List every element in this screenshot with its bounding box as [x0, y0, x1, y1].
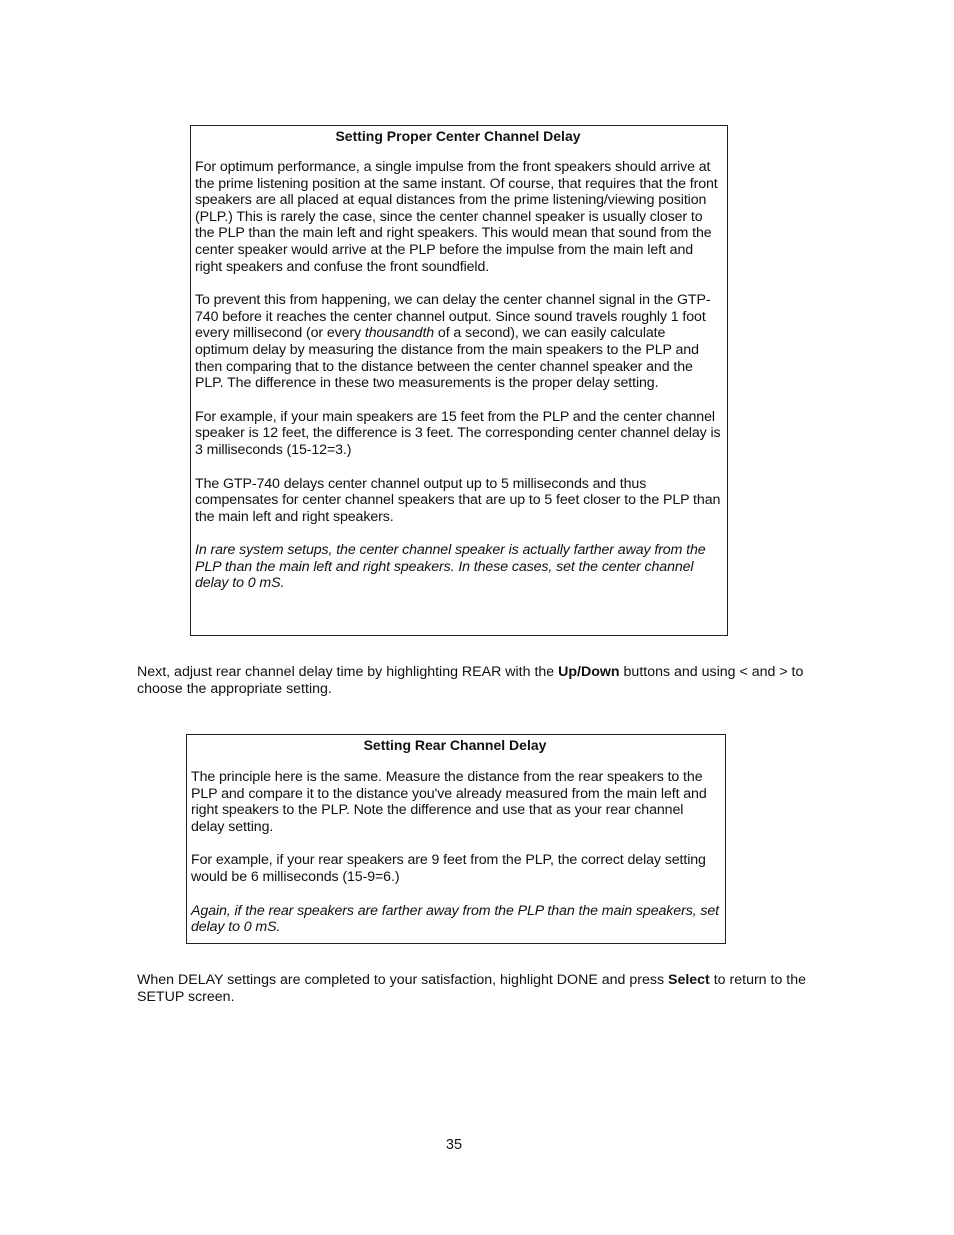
done-instruction-a: When DELAY settings are completed to your satisfaction, highlight DONE and press — [137, 972, 668, 988]
delay-range-paragraph: The GTP-740 delays center channel output up to 5 milliseconds and thus compensates for center channel speakers that are up to 5 feet closer to the PLP than the main left and right speakers. — [195, 475, 721, 525]
rear-example-paragraph: For example, if your rear speakers are 9 feet from the PLP, the correct delay setting would be 6 milliseconds (15-9=6.) — [191, 852, 706, 885]
page-number: 35 — [445, 1137, 463, 1153]
impulse-paragraph: For optimum performance, a single impulse from the front speakers should arrive at the prime listening position at the same instant. Of course, that requires that the front speakers are all placed at equal distances from the prime listening/viewing position (PLP.) This is rarely the case, since the center channel speaker is usually closer to the PLP than the main left and right speakers. This would mean that sound from the center speaker would arrive at the PLP before the impulse from the main left and right speakers and confuse the front soundfield. — [195, 159, 718, 275]
rear-principle-paragraph: The principle here is the same. Measure the distance from the rear speakers to the PLP and compare it to the distance you've already measured from the main left and right speakers to the PLP. Note the difference and use that as your rear channel delay setting. — [191, 769, 707, 835]
prevent-emphasis: thousandth — [364, 325, 435, 342]
center-farther-note: In rare system setups, the center channel speaker is actually farther away from the PLP than the main left and right speakers. In these cases, set the center channel delay to 0 mS. — [195, 542, 706, 592]
rear-farther-note: Again, if the rear speakers are farther away from the PLP than the main speakers, set delay to 0 mS. — [191, 902, 720, 936]
rear-delay-instruction — [137, 664, 837, 698]
select-label: Select — [667, 972, 710, 988]
rear-channel-delay-title: Setting Rear Channel Delay — [363, 737, 547, 753]
prevent-paragraph — [195, 292, 721, 392]
delay-done-instruction — [137, 972, 837, 1006]
up-down-label: Up/Down — [558, 664, 620, 680]
prevent-text-a: To prevent this from happening, we can delay the center channel signal in the GTP-740 before it reaches the center channel output. Since sound travels roughly 1 foot every millisecond (or every — [195, 292, 711, 342]
center-example-paragraph: For example, if your main speakers are 15 feet from the PLP and the center channel speaker is 12 feet, the difference is 3 feet. The corresponding center channel delay is 3 milliseconds (15-12=3.) — [195, 408, 721, 458]
center-channel-delay-title: Setting Proper Center Channel Delay — [335, 128, 581, 144]
rear-instruction-a: Next, adjust rear channel delay time by highlighting REAR with the — [137, 664, 559, 680]
done-instruction-c: to return to the SETUP screen. — [137, 972, 807, 1005]
prevent-text-b: of a second), we can easily calculate optimum delay by measuring the distance from the main speakers to the PLP and then comparing that to the distance between the center channel speaker and the PLP. The difference in these two measurements is the proper delay setting. — [195, 325, 699, 392]
center-channel-delay-box — [190, 125, 728, 636]
rear-channel-delay-box — [186, 734, 726, 944]
rear-instruction-c: buttons and using < and > to choose the appropriate setting. — [137, 664, 804, 697]
